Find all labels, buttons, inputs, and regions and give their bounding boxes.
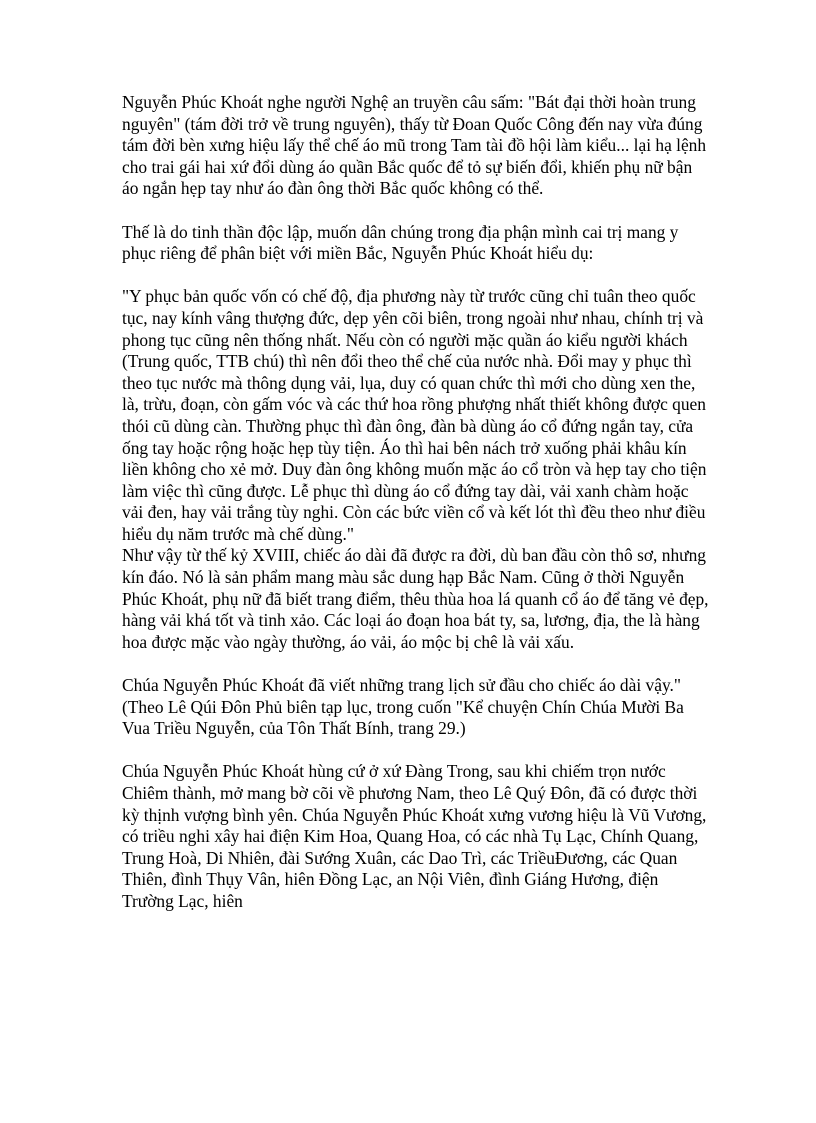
paragraph-2: Thế là do tinh thần độc lập, muốn dân chúng trong địa phận mình cai trị mang y phục riêng để phân biệt với miền Bắc, Nguyễn Phúc Khoát hiểu dụ:: [122, 221, 679, 264]
paragraph-4: Như vậy từ thế kỷ XVIII, chiếc áo dài đã được ra đời, dù ban đầu còn thô sơ, nhưng kín đáo. Nó là sản phẩm mang màu sắc dung hạp Bắc Nam. Cũng ở thời Nguyễn Phúc Khoát, phụ nữ đã biết trang điểm, thêu thùa hoa lá quanh cổ áo để tăng vẻ đẹp, hàng vải khá tốt và tinh xảo. Các loại áo đoạn hoa bát ty, sa, lương, địa, the là hàng hoa được mặc vào ngày thường, áo vải, áo mộc bị chê là vải xấu.: [122, 545, 709, 652]
paragraph-3-quote: "Y phục bản quốc vốn có chế độ, địa phương này từ trước cũng chỉ tuân theo quốc tục, nay kính vâng thượng đức, dẹp yên cõi biên, trong ngoài như nhau, chính trị và phong tục cũng nên thống nhất. Nếu còn có người mặc quần áo kiểu người khách (Trung quốc, TTB chú) thì nên đổi theo thể chế của nước nhà. Đổi may y phục thì theo tục nước mà thông dụng vải, lụa, duy có quan chức thì mới cho dùng xen the, là, trừu, đoạn, còn gấm vóc và các thứ hoa rồng phượng nhất thiết không được quen thói cũ dùng càn. Thường phục thì đàn ông, đàn bà dùng áo cổ đứng ngắn tay, cửa ống tay hoặc rộng hoặc hẹp tùy tiện. Áo thì hai bên nách trở xuống phải khâu kín liền không cho xẻ mở. Duy đàn ông không muốn mặc áo cổ tròn và hẹp tay cho tiện làm việc thì cũng được. Lễ phục thì dùng áo cổ đứng tay dài, vải xanh chàm hoặc vải đen, hay vải trắng tùy nghi. Còn các bức viền cổ và kết lót thì đều theo như điều hiểu dụ năm trước mà chế dùng.": [122, 286, 707, 544]
document-page: [122, 92, 712, 934]
paragraph-5: Chúa Nguyễn Phúc Khoát đã viết những trang lịch sử đầu cho chiếc áo dài vậy." (Theo Lê Qúi Đôn Phủ biên tạp lục, trong cuốn "Kể chuyện Chín Chúa Mười Ba Vua Triều Nguyễn, của Tôn Thất Bính, trang 29.): [122, 675, 684, 739]
paragraph-1: Nguyễn Phúc Khoát nghe người Nghệ an truyền câu sấm: "Bát đại thời hoàn trung nguyên" (tám đời trở về trung nguyên), thấy từ Đoan Quốc Công đến nay vừa đúng tám đời bèn xưng hiệu lấy thể chế áo mũ trong Tam tài đồ hội làm kiểu... lại hạ lệnh cho trai gái hai xứ đổi dùng áo quần Bắc quốc để tỏ sự biến đổi, khiến phụ nữ bận áo ngắn hẹp tay như áo đàn ông thời Bắc quốc không có thể.: [122, 92, 707, 199]
paragraph-6: Chúa Nguyễn Phúc Khoát hùng cứ ở xứ Đàng Trong, sau khi chiếm trọn nước Chiêm thành, mở mang bờ cõi về phương Nam, theo Lê Quý Đôn, đã có được thời kỳ thịnh vượng bình yên. Chúa Nguyễn Phúc Khoát xưng vương hiệu là Vũ Vương, có triều nghi xây hai điện Kim Hoa, Quang Hoa, có các nhà Tụ Lạc, Chính Quang, Trung Hoà, Di Nhiên, đài Sướng Xuân, các Dao Trì, các TriềuĐương, các Quan Thiên, đình Thụy Vân, hiên Đồng Lạc, an Nội Viên, đình Giáng Hương, điện Trường Lạc, hiên: [122, 761, 707, 911]
